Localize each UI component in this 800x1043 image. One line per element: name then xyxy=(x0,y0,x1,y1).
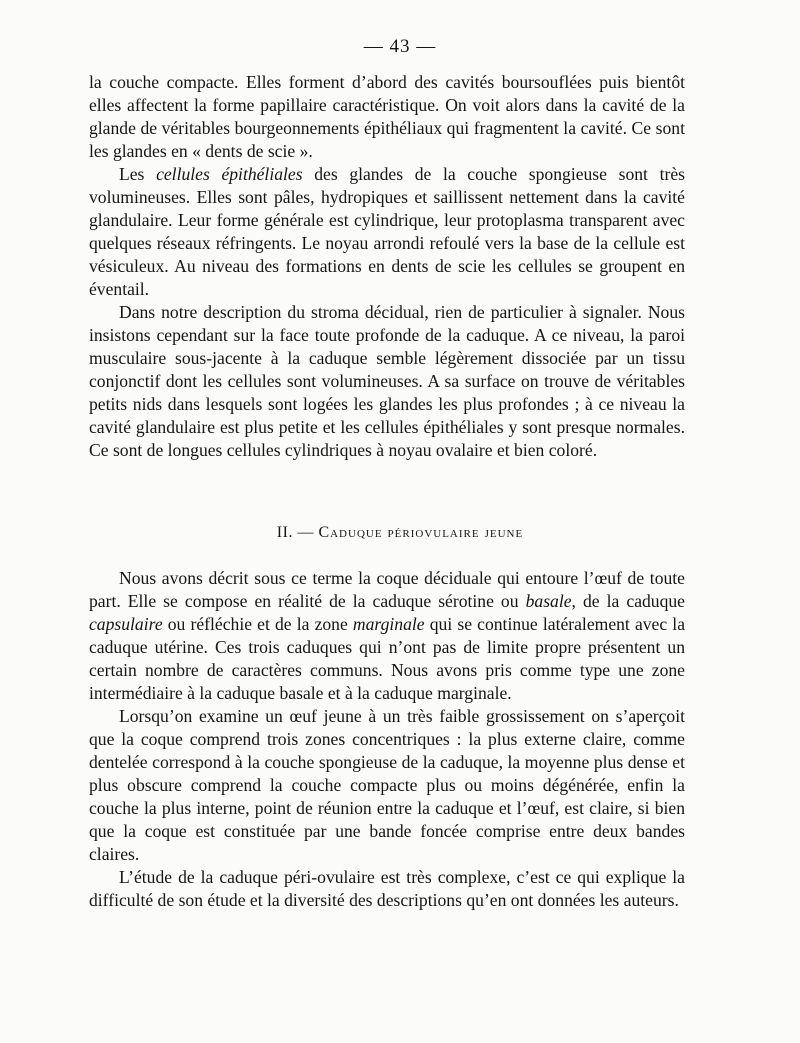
page-number: — 43 — xyxy=(363,36,437,57)
paragraph-etude-caduque: L’étude de la caduque péri-ovulaire est très complexe, c’est ce qui explique la difficulté de son étude et la diversité des descriptions qu’en ont données les auteurs. xyxy=(89,867,685,910)
paragraph-cellules-epitheliales xyxy=(89,163,685,301)
paragraph-text: ou réfléchie et de la zone xyxy=(162,614,353,634)
section-title: Caduque périovulaire jeune xyxy=(318,524,524,541)
italic-term-basale: basale xyxy=(525,591,572,611)
italic-term-marginale: marginale xyxy=(352,614,425,634)
paragraph-oeuf-jeune: Lorsqu’on examine un œuf jeune à un très faible grossissement on s’aperçoit que la coque comprend trois zones concentriques : la plus externe claire, comme dentelée correspond à la couche spongieuse de la caduque, la moyenne plus dense et plus obscure comprend la couche compacte plus ou moins dégénérée, enfin la couche la plus interne, point de réunion entre la caduque et l’œuf, est claire, si bien que la coque est constituée par une bande foncée comprise entre deux bandes claires. xyxy=(89,706,685,864)
bottom-text-block xyxy=(89,567,685,912)
top-text-block xyxy=(89,71,685,462)
section-number: II. — xyxy=(276,524,319,541)
section-heading xyxy=(0,524,800,542)
paragraph-text: Nous avons décrit sous ce terme la coque déciduale qui entoure l’œuf de toute part. Elle se compose en réalité de la caduque sérotine ou xyxy=(89,568,685,611)
italic-term-cellules-epitheliales: cellules épithéliales xyxy=(156,164,303,184)
paragraph-body: des glandes de la couche spongieuse sont très volumineuses. Elles sont pâles, hydropiques et saillissent nettement dans la cavité glandulaire. Leur forme générale est cylindrique, leur protoplasma transparent avec quelques réseaux réfringents. Le noyau arrondi refoulé vers la base de la cellule est vésiculeux. Au niveau des formations en dents de scie les cellules se groupent en éventail. xyxy=(89,164,685,299)
paragraph-text: , de la caduque xyxy=(571,591,685,611)
paragraph-continuation: la couche compacte. Elles forment d’abord des cavités boursouflées puis bientôt elles affectent la forme papillaire caractéristique. On voit alors dans la cavité de la glande de véritables bourgeonnements épithéliaux qui fragmentent la cavité. Ce sont les glandes en « dents de scie ». xyxy=(89,72,685,161)
paragraph-stroma-decidual: Dans notre description du stroma décidual, rien de particulier à signaler. Nous insistons cependant sur la face toute profonde de la caduque. A ce niveau, la paroi musculaire sous-jacente à la caduque semble légèrement dissociée par un tissu conjonctif dont les cellules sont volumineuses. A sa surface on trouve de véritables petits nids dans lesquels sont logées les glandes les plus profondes ; à ce niveau la cavité glandulaire est plus petite et les cellules épithéliales y sont presque normales. Ce sont de longues cellules cylindriques à noyau ovalaire et bien coloré. xyxy=(89,302,685,460)
paragraph-coque-deciduale xyxy=(89,567,685,705)
italic-term-capsulaire: capsulaire xyxy=(89,614,163,634)
paragraph-text: qui se continue latéralement avec la caduque utérine. Ces trois caduques qui n’ont pas de limite propre présentent un certain nombre de caractères communs. Nous avons pris comme type une zone intermédiaire à la caduque basale et à la caduque marginale. xyxy=(89,614,686,703)
paragraph-prefix: Les xyxy=(119,164,157,184)
